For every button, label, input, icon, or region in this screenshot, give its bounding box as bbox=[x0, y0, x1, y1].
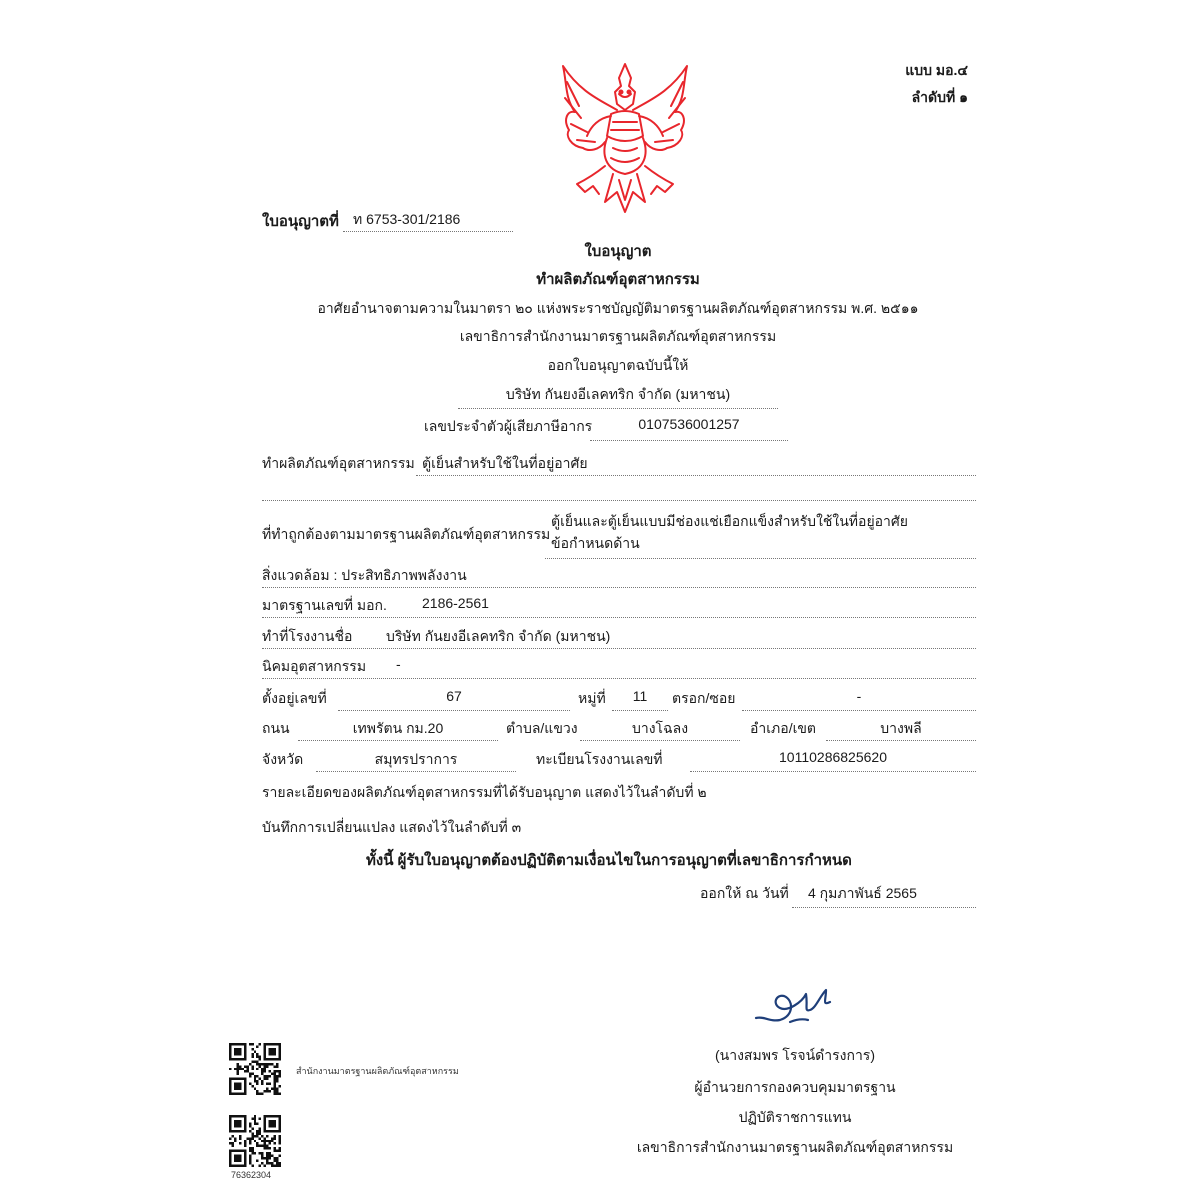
page-title: ใบอนุญาต bbox=[584, 243, 652, 260]
factory-name-label: ทำที่โรงงานชื่อ bbox=[262, 628, 353, 644]
authority-text: อาศัยอำนาจตามความในมาตรา ๒๐ แห่งพระราชบัญญัติมาตรฐานผลิตภัณฑ์อุตสาหกรรม พ.ศ. ๒๕๑๑ bbox=[317, 300, 919, 316]
issue-text: ออกใบอนุญาตฉบับนี้ให้ bbox=[547, 357, 689, 373]
licensee-name: บริษัท กันยงอีเลคทริก จำกัด (มหาชน) bbox=[505, 386, 731, 402]
province-field bbox=[316, 749, 516, 772]
licensee-name-field bbox=[458, 384, 778, 409]
factory-reg-label: ทะเบียนโรงงานเลขที่ bbox=[536, 751, 663, 767]
issue-date-label: ออกให้ ณ วันที่ bbox=[700, 885, 789, 901]
changes-note: บันทึกการเปลี่ยนแปลง แสดงไว้ในลำดับที่ ๓ bbox=[262, 819, 522, 835]
subdistrict-label: ตำบล/แขวง bbox=[506, 720, 578, 736]
address-label: ตั้งอยู่เลขที่ bbox=[262, 690, 327, 706]
environment-field bbox=[262, 565, 976, 588]
serial-number: 76362304 bbox=[231, 1170, 272, 1180]
signatory-acting: ปฏิบัติราชการแทน bbox=[738, 1109, 852, 1125]
standard-number-label: มาตรฐานเลขที่ มอก. bbox=[262, 597, 387, 613]
license-number-label: ใบอนุญาตที่ bbox=[262, 213, 339, 230]
factory-reg-field bbox=[690, 749, 976, 772]
license-number: ท 6753-301/2186 bbox=[353, 211, 461, 227]
issue-date-field bbox=[792, 883, 976, 908]
signatory-position: ผู้อำนวยการกองควบคุมมาตรฐาน bbox=[694, 1079, 896, 1095]
road-value: เทพรัตน กม.20 bbox=[352, 720, 444, 736]
road-field bbox=[298, 718, 498, 741]
soi-label: ตรอก/ซอย bbox=[672, 690, 736, 706]
address-no: 67 bbox=[446, 688, 462, 704]
estate-value: - bbox=[396, 656, 401, 672]
details-note: รายละเอียดของผลิตภัณฑ์อุตสาหกรรมที่ได้รับอนุญาต แสดงไว้ในลำดับที่ ๒ bbox=[262, 784, 707, 800]
standard-label: ที่ทำถูกต้องตามมาตรฐานผลิตภัณฑ์อุตสาหกรรม bbox=[262, 526, 551, 542]
page-subtitle: ทำผลิตภัณฑ์อุตสาหกรรม bbox=[536, 271, 700, 288]
factory-reg-no: 10110286825620 bbox=[779, 749, 887, 765]
subdistrict-field bbox=[580, 718, 740, 741]
product-field bbox=[416, 453, 976, 476]
district-value: บางพลี bbox=[880, 720, 922, 736]
soi-field bbox=[742, 688, 976, 711]
condition-note: ทั้งนี้ ผู้รับใบอนุญาตต้องปฏิบัติตามเงื่อนไขในการอนุญาตที่เลขาธิการกำหนด bbox=[366, 852, 852, 869]
agency-name: สำนักงานมาตรฐานผลิตภัณฑ์อุตสาหกรรม bbox=[296, 1066, 459, 1076]
form-order: ลำดับที่ ๑ bbox=[911, 89, 968, 105]
blank-line bbox=[262, 482, 976, 501]
moo-value: 11 bbox=[632, 688, 648, 704]
signature-icon bbox=[750, 982, 840, 1032]
issue-date: 4 กุมภาพันธ์ 2565 bbox=[808, 885, 917, 901]
product-value: ตู้เย็นสำหรับใช้ในที่อยู่อาศัย bbox=[422, 455, 588, 471]
address-no-field bbox=[338, 688, 570, 711]
subdistrict-value: บางโฉลง bbox=[631, 720, 689, 736]
estate-field bbox=[262, 656, 976, 679]
standard-line-1: ตู้เย็นและตู้เย็นแบบมีช่องแช่เยือกแข็งสำหรับใช้ในที่อยู่อาศัย bbox=[551, 513, 909, 529]
qr-code-icon bbox=[229, 1115, 281, 1167]
garuda-emblem-icon bbox=[555, 62, 695, 214]
soi-value: - bbox=[856, 688, 862, 704]
issuer-text: เลขาธิการสำนักงานมาตรฐานผลิตภัณฑ์อุตสาหกรรม bbox=[459, 328, 777, 344]
district-field bbox=[826, 718, 976, 741]
standard-number-field bbox=[262, 595, 976, 618]
moo-label: หมู่ที่ bbox=[578, 690, 606, 706]
signatory-name: (นางสมพร โรจน์ดำรงการ) bbox=[715, 1047, 875, 1063]
form-code: แบบ มอ.๔ bbox=[905, 62, 968, 78]
standard-number: 2186-2561 bbox=[422, 595, 489, 611]
standard-field bbox=[545, 510, 976, 559]
factory-name: บริษัท กันยงอีเลคทริก จำกัด (มหาชน) bbox=[386, 628, 611, 644]
tax-id: 0107536001257 bbox=[638, 416, 740, 432]
province-value: สมุทรปราการ bbox=[374, 751, 458, 767]
product-label: ทำผลิตภัณฑ์อุตสาหกรรม bbox=[262, 455, 415, 471]
factory-name-field bbox=[262, 626, 976, 649]
road-label: ถนน bbox=[262, 720, 290, 736]
district-label: อำเภอ/เขต bbox=[750, 720, 817, 736]
province-label: จังหวัด bbox=[262, 751, 304, 767]
estate-label: นิคมอุตสาหกรรม bbox=[262, 658, 367, 674]
signatory-office: เลขาธิการสำนักงานมาตรฐานผลิตภัณฑ์อุตสาหกรรม bbox=[636, 1139, 954, 1155]
qr-code-icon bbox=[229, 1043, 281, 1095]
standard-line-2: ข้อกำหนดด้าน bbox=[551, 535, 640, 551]
tax-id-label: เลขประจำตัวผู้เสียภาษีอากร bbox=[424, 418, 593, 434]
tax-id-field bbox=[590, 416, 788, 441]
moo-field bbox=[612, 688, 668, 711]
license-number-value bbox=[343, 209, 513, 232]
environment-text: สิ่งแวดล้อม : ประสิทธิภาพพลังงาน bbox=[262, 567, 467, 583]
